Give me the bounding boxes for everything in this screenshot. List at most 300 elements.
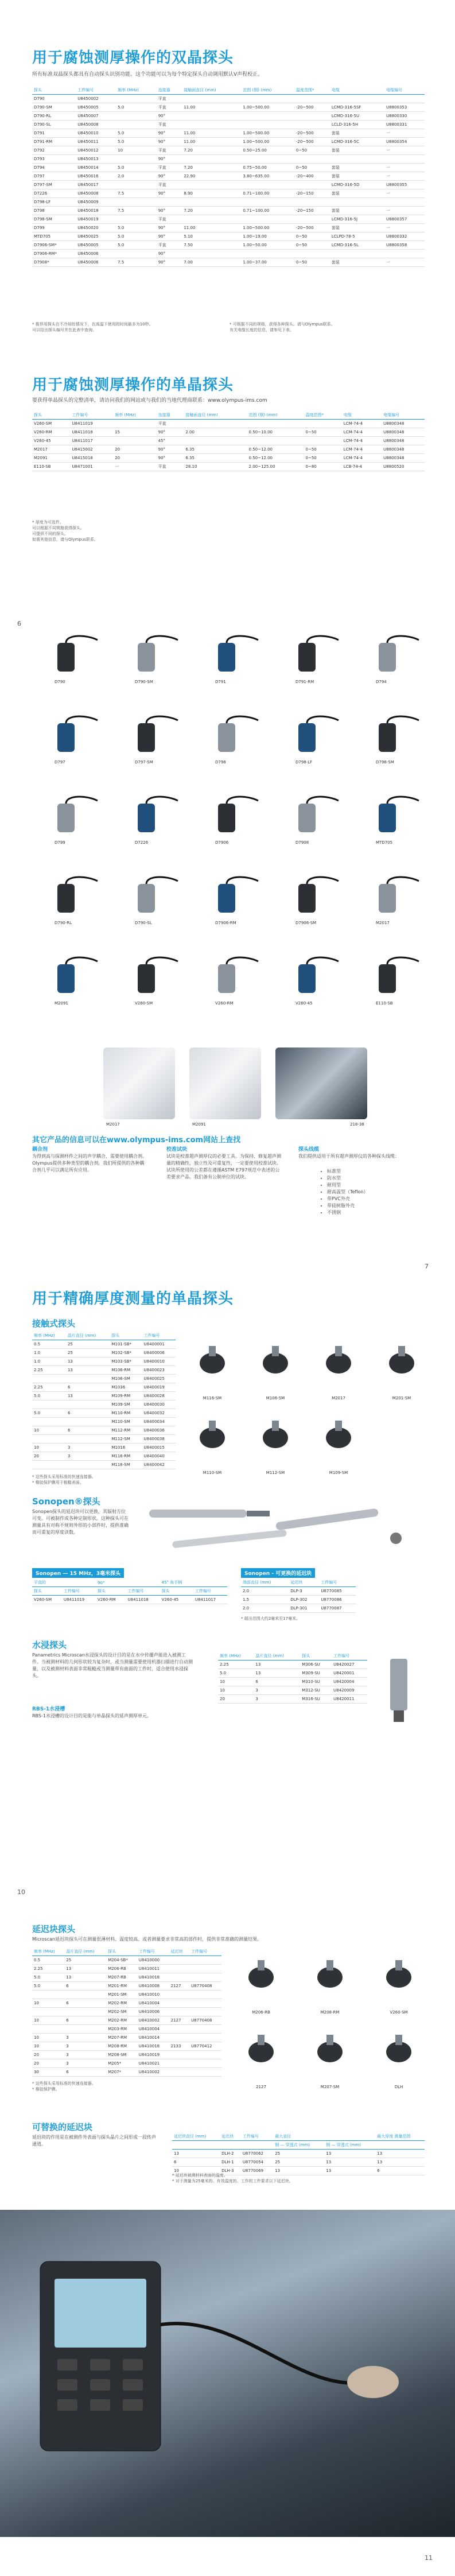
sonopen-pen-3 <box>172 1530 287 1549</box>
table-cell: 平直 <box>157 146 182 155</box>
column-header: 电缆编号 <box>384 86 425 95</box>
sonopen-bar-1: Sonopen — 15 MHz，3毫米探头 <box>32 1568 124 1578</box>
column-header: 晶片直径 (mm) <box>64 1947 106 1956</box>
sonopen-pens <box>138 1504 425 1558</box>
table-cell: 6.35 <box>184 454 247 463</box>
list-item: • 带硅树脂外壳 <box>327 1202 368 1209</box>
table-cell: 0.50~10.00 <box>247 428 304 437</box>
table-cell: U8410002 <box>137 2068 169 2077</box>
column-header: 接触面直径 (mm) <box>182 86 241 95</box>
table-cell <box>64 2008 106 2016</box>
table-cell: U8400032 <box>142 1409 176 1418</box>
sonopen-pen-1 <box>149 1510 270 1518</box>
column-header: 温度范围* <box>304 411 342 420</box>
table-cell: 6 <box>64 1982 106 1991</box>
table-cell: U8800348 <box>382 454 425 463</box>
table-row <box>32 121 425 129</box>
list-item: • 防水型 <box>327 1175 368 1182</box>
table-row <box>32 232 425 241</box>
table-cell: -20~500 <box>294 224 330 232</box>
table-row <box>32 1461 176 1469</box>
column-header <box>62 1578 96 1587</box>
immersion-probe-image <box>373 1653 430 1728</box>
table-cell: U8800354 <box>384 138 425 146</box>
table-cell: 3 <box>64 2051 106 2059</box>
table-cell <box>241 155 294 164</box>
single-probe-table <box>32 411 425 471</box>
table-row <box>32 164 425 172</box>
probe-image <box>34 792 109 861</box>
gauge-screen <box>55 2279 146 2348</box>
table-row <box>32 189 425 198</box>
table-cell: -20~400 <box>294 172 330 181</box>
probe-image <box>115 792 189 861</box>
table-cell: U8800348 <box>382 445 425 454</box>
probe-label: D790-SM <box>135 680 153 684</box>
table-cell <box>116 155 157 164</box>
list-item: • 不锈钢 <box>327 1209 368 1216</box>
probe-label: D7906-SM <box>295 921 317 925</box>
probe-label: D798-SM <box>376 760 394 765</box>
table-cell: 套装 <box>330 129 384 138</box>
table-row <box>32 2068 221 2077</box>
table-cell: 套装 <box>330 189 384 198</box>
table-row <box>32 207 425 215</box>
table-cell: 90° <box>157 224 182 232</box>
table-row <box>32 2042 221 2051</box>
table-cell: 6 <box>66 1426 110 1435</box>
probe-cable <box>66 636 98 643</box>
table-cell: LCMD-316-5J <box>330 215 384 224</box>
table-cell: M205* <box>106 2059 137 2068</box>
table-cell: 22.90 <box>182 172 241 181</box>
table-cell: 13 <box>64 1973 106 1982</box>
table-cell: M102-SB* <box>110 1349 142 1357</box>
probe-label: D798-LF <box>295 760 313 765</box>
table-cell <box>169 2008 190 2016</box>
dual-probe-table <box>32 86 425 267</box>
table-row <box>32 1965 221 1973</box>
table-cell: E110-SB <box>32 463 70 471</box>
table-cell: 5.10 <box>182 232 241 241</box>
table-cell <box>384 250 425 258</box>
table-cell: DLH-2 <box>220 2150 241 2158</box>
probe-image <box>195 872 270 941</box>
table-cell <box>189 1999 221 2008</box>
probe-cable <box>387 716 419 723</box>
probe-label: MTD705 <box>376 840 393 845</box>
sonopen-text: Sonopen探头的延迟块可以更换，其辐射方位可变。可被制作成各种定制形状。这种探头可在测量具有对称不规则外形的小部件时，提供准确而可重复的厚度读数。 <box>32 1509 129 1535</box>
table-cell: 13 <box>324 2150 375 2158</box>
table-cell: 0~50 <box>304 454 342 463</box>
table-cell: M106-RM <box>110 1366 142 1375</box>
table-cell: M208-RM <box>106 2042 137 2051</box>
table-cell: M1036 <box>110 1383 142 1392</box>
gauge-in-use-photo <box>0 2210 455 2537</box>
table-cell <box>330 198 384 207</box>
column-header: 连接器 <box>157 411 184 420</box>
table-cell <box>32 1400 66 1409</box>
table-row <box>32 103 425 112</box>
table-cell: 20 <box>113 445 156 454</box>
rbs-text: RBS-1水浸槽的设计目的是能与单晶探头的延声测厚单元。 <box>32 1713 151 1718</box>
probe-body <box>57 643 75 672</box>
table-cell: U8800331 <box>384 121 425 129</box>
table-row <box>32 1357 176 1366</box>
table-header-row <box>32 1947 221 1956</box>
table-cell: U8415018 <box>70 454 113 463</box>
probe-body <box>218 804 235 832</box>
note-line: * 这些探头采用标准的快速连接器。 <box>32 2081 96 2086</box>
table-cell: M101-SB* <box>110 1340 142 1349</box>
table-cell <box>66 1375 110 1383</box>
table-cell: M110-SM <box>110 1418 142 1426</box>
delay-tip-note: * 超出范围大约2毫米至17毫米。 <box>241 1616 301 1621</box>
column-header: 45° 角手柄 <box>160 1578 193 1587</box>
table-row <box>32 2008 221 2016</box>
column-subheader <box>375 2141 425 2150</box>
table-cell: 10 <box>32 1444 66 1452</box>
table-cell: 25 <box>66 1349 110 1357</box>
probe-label: V260-SM <box>135 1001 153 1006</box>
table-cell <box>66 1418 110 1426</box>
table-row <box>241 1604 356 1613</box>
table-cell <box>304 437 342 445</box>
column-header: 范围 (钢) (mm) <box>241 86 294 95</box>
contact-probes-title: 接触式探头 <box>32 1318 76 1329</box>
gauge-illustration <box>0 2210 455 2537</box>
table-cell: M116-SM <box>110 1461 142 1469</box>
table-cell: D7906-SM* <box>32 241 76 250</box>
table-cell <box>169 2034 190 2042</box>
table-cell <box>189 1973 221 1982</box>
table-cell: 13 <box>66 1392 110 1400</box>
table-cell: U8770069 <box>241 2167 273 2175</box>
table-cell: M309-SU <box>300 1669 332 1678</box>
table-cell <box>189 2034 221 2042</box>
probe-body <box>379 884 396 913</box>
table-row <box>32 1375 176 1383</box>
table-cell: 25 <box>66 1340 110 1349</box>
table-cell: -20~500 <box>294 103 330 112</box>
table-cell: 1.00~500.00 <box>241 129 294 138</box>
table-cell: D798-SM <box>32 215 76 224</box>
table-cell: U8400019 <box>142 1383 176 1392</box>
table-row <box>32 1340 176 1349</box>
probe-label: D799 <box>55 840 65 845</box>
table-cell <box>182 215 241 224</box>
table-cell: 90° <box>157 445 184 454</box>
table-cell: U8450009 <box>76 198 116 207</box>
table-cell: U8450025 <box>76 232 116 241</box>
table-cell: 5.0 <box>116 232 157 241</box>
column-header: 范围 (钢) (mm) <box>247 411 304 420</box>
table-cell <box>169 2051 190 2059</box>
table-cell: U8410006 <box>137 2008 169 2016</box>
table-row <box>32 437 425 445</box>
table-cell: M112-SM <box>110 1435 142 1444</box>
table-cell: 10 <box>218 1678 254 1686</box>
probe-label: M2017 <box>376 921 390 925</box>
table-cell: D797 <box>32 172 76 181</box>
probe-photo <box>298 2020 361 2089</box>
probe-cable <box>307 957 339 964</box>
table-cell: U8450002 <box>76 95 116 103</box>
table-cell: U8770085 <box>319 1587 356 1596</box>
table-cell: 7.5 <box>116 207 157 215</box>
probe-label: M2091 <box>55 1001 68 1006</box>
table-cell <box>189 2068 221 2077</box>
table-cell: V260-45 <box>160 1596 193 1604</box>
probe-image <box>34 631 109 700</box>
column-header <box>193 1578 227 1587</box>
table-row <box>32 1366 176 1375</box>
table-cell: U8450018 <box>76 207 116 215</box>
table-cell: 90° <box>157 138 182 146</box>
photo-caption: M110-SM <box>203 1471 222 1475</box>
probe-label: D7906-RM <box>215 921 236 925</box>
table-cell: U8471001 <box>70 463 113 471</box>
table-cell: 平直 <box>157 95 182 103</box>
table-cell: 3 <box>254 1695 300 1704</box>
table-cell: 13 <box>66 1366 110 1375</box>
note-line: * 可根据不同的规格，获得各种探头。请与Olympus联系。 <box>230 322 335 327</box>
probe-image <box>275 953 350 1022</box>
probe-image <box>115 712 189 781</box>
table-cell <box>294 121 330 129</box>
list-item: • 标准型 <box>327 1168 368 1175</box>
table-cell <box>247 420 304 428</box>
probe-image <box>195 953 270 1022</box>
table-cell: D7226 <box>32 189 76 198</box>
table-cell: V260-RM <box>96 1596 126 1604</box>
table-cell: 1.0 <box>32 1349 66 1357</box>
table-row <box>32 1418 176 1426</box>
table-cell: V260-SM <box>32 420 70 428</box>
table-cell: LCLPD-78-5 <box>330 232 384 241</box>
probe-label: D791 <box>215 680 226 684</box>
table-cell: U8450006 <box>76 258 116 267</box>
probe-label: D798 <box>215 760 226 765</box>
table-row <box>32 1956 221 1965</box>
table-cell: 3 <box>64 2059 106 2068</box>
table-cell <box>169 2059 190 2068</box>
table-row <box>218 1661 367 1669</box>
probe-body <box>218 964 235 993</box>
table-row <box>241 1587 356 1596</box>
table-cell: 1.00~500.00 <box>241 138 294 146</box>
table-cell: U8410021 <box>137 2059 169 2068</box>
table-cell: U8770062 <box>241 2150 273 2158</box>
table-cell: D798 <box>32 207 76 215</box>
column-header <box>126 1578 160 1587</box>
column-header <box>324 2132 375 2141</box>
page-1 <box>0 0 455 562</box>
table-cell: D799 <box>32 224 76 232</box>
table-cell: 30 <box>32 2068 64 2077</box>
note-line: * 延迟块被测材料表面的温度。 <box>172 2173 228 2178</box>
probe-cable <box>66 957 98 964</box>
table-cell <box>241 121 294 129</box>
column-subheader <box>241 2141 273 2150</box>
table-cell: 0.50~12.00 <box>247 454 304 463</box>
table-cell <box>189 1956 221 1965</box>
table-row <box>32 1982 221 1991</box>
table-cell: DLH-1 <box>220 2158 241 2167</box>
table-cell: 13 <box>324 2158 375 2167</box>
table-cell <box>247 437 304 445</box>
table-row <box>32 1349 176 1357</box>
table-cell: U8400036 <box>142 1426 176 1435</box>
table-cell <box>66 1435 110 1444</box>
probe-photo <box>298 1946 361 2015</box>
table-cell <box>64 1991 106 1999</box>
replaceable-delay-intro: 延迟块的作用是在被测件外表面与探头晶片之间形成一段传声通道。 <box>32 2135 156 2147</box>
table-cell: DLP-302 <box>289 1596 319 1604</box>
table-cell: M201-SM <box>106 1991 137 1999</box>
table-cell: 2.25 <box>218 1661 254 1669</box>
column-header: 延迟块 <box>289 1578 319 1587</box>
note-line: * 对于测量为25毫米的、有效温度的、工作的工件要求以下延迟块。 <box>172 2179 293 2183</box>
table-row <box>218 1695 367 1704</box>
table-cell: U8450014 <box>76 164 116 172</box>
table-cell: 6 <box>254 1678 300 1686</box>
sonopen-title: Sonopen®探头 <box>32 1496 100 1507</box>
table-cell: D798-LF <box>32 198 76 207</box>
photo-caption: M208-RM <box>320 2010 340 2015</box>
table-cell: U8770086 <box>319 1596 356 1604</box>
table-cell: U8415002 <box>70 445 113 454</box>
probe-cable <box>387 797 419 804</box>
table-cell: U8450017 <box>76 181 116 189</box>
table-cell: M312-SU <box>300 1686 332 1695</box>
page-number: 6 <box>17 620 21 627</box>
table-cell: 一 <box>384 207 425 215</box>
table-cell <box>294 95 330 103</box>
table-cell: 0.50~12.00 <box>247 445 304 454</box>
table-cell <box>32 1991 64 1999</box>
table-cell: U8800330 <box>384 112 425 121</box>
table-row <box>32 445 425 454</box>
probe-body <box>138 804 155 832</box>
cable-types-list <box>321 1168 368 1216</box>
table-cell <box>182 95 241 103</box>
probe-image <box>356 792 430 861</box>
table-row <box>32 155 425 164</box>
list-item: • 带PVC外壳 <box>327 1196 368 1202</box>
table-cell <box>169 2068 190 2077</box>
table-cell: U8420011 <box>332 1695 367 1704</box>
probe-cable <box>307 797 339 804</box>
table-cell: M207-RB <box>106 1973 137 1982</box>
probe-image <box>356 712 430 781</box>
probe-cable <box>146 957 178 964</box>
table-row <box>32 1452 176 1461</box>
table-row <box>32 1409 176 1418</box>
probe-cable <box>146 636 178 643</box>
table-cell: LCM-74-4 <box>342 454 382 463</box>
photo-caption: M2017 <box>106 1122 120 1127</box>
probe-image <box>195 712 270 781</box>
table-cell: 3 <box>66 1444 110 1452</box>
table-cell: M202-RM <box>106 1999 137 2008</box>
probe-label: V260-45 <box>295 1001 313 1006</box>
table-cell <box>304 420 342 428</box>
table-cell: M207* <box>106 2068 137 2077</box>
table-cell: 2.25 <box>32 1965 64 1973</box>
table-cell: U8400023 <box>142 1366 176 1375</box>
replaceable-delay-table <box>172 2132 425 2175</box>
probe-cable <box>66 797 98 804</box>
column-header: 工件编号 <box>241 2132 273 2141</box>
probe-label: D7908 <box>295 840 309 845</box>
probe-gallery <box>0 620 455 1045</box>
table-cell: 6 <box>66 1409 110 1418</box>
table-cell: U8450020 <box>76 224 116 232</box>
table-cell <box>32 1375 66 1383</box>
probe-body <box>379 964 396 993</box>
probe-photo <box>230 1946 293 2015</box>
table-cell: U8400040 <box>142 1452 176 1461</box>
table-cell: 平直 <box>157 420 184 428</box>
column-header: 工件编号 <box>332 1652 367 1661</box>
table-cell: U8450008 <box>76 121 116 129</box>
table-row <box>32 428 425 437</box>
column-header: 工件编号 <box>189 1947 221 1956</box>
table-row <box>32 224 425 232</box>
column-header: 频率 (MHz) <box>32 1332 66 1340</box>
table-cell: 5.0 <box>32 1982 64 1991</box>
probe-cable <box>66 877 98 884</box>
table-cell: 0~50 <box>304 428 342 437</box>
table-cell: 7.5 <box>116 258 157 267</box>
table-cell <box>189 2008 221 2016</box>
column-header: 延迟块直径 (mm) <box>172 2132 220 2141</box>
table-row <box>32 112 425 121</box>
column-header: 工件编号 <box>137 1947 169 1956</box>
note-line: 如需其他信息，请与Olympus联系。 <box>32 537 98 542</box>
table-cell: 0~50 <box>294 164 330 172</box>
table-cell: D791 <box>32 129 76 138</box>
probe-image <box>275 631 350 700</box>
table-row <box>32 1392 176 1400</box>
list-item: • 耐用型 <box>327 1182 368 1189</box>
table-cell <box>241 112 294 121</box>
delay-probe-photos <box>230 1946 436 2095</box>
table-cell: M316-SU <box>300 1695 332 1704</box>
table-cell: LCM-74-4 <box>342 445 382 454</box>
table-row <box>32 1999 221 2008</box>
table-cell <box>113 420 156 428</box>
probe-body <box>138 643 155 672</box>
table-cell: M116-RM <box>110 1452 142 1461</box>
table-cell: U8411018 <box>70 428 113 437</box>
table-cell: U8410011 <box>137 1965 169 1973</box>
list-item: • 耐高温型（Teflon） <box>327 1189 368 1196</box>
probe-label: D7906 <box>215 840 229 845</box>
table-cell <box>189 2059 221 2068</box>
table-cell: U8410018 <box>137 2042 169 2051</box>
table-cell: 7.20 <box>182 207 241 215</box>
table-cell: 0.75~50.00 <box>241 164 294 172</box>
probe-label: D791-RM <box>295 680 314 684</box>
probe-photo <box>310 1406 367 1475</box>
calibration-title: 校准试块 <box>166 1147 188 1153</box>
table-cell: 1.0 <box>32 1357 66 1366</box>
photo-caption: M106-SM <box>266 1396 285 1400</box>
table-cell: M1016 <box>110 1444 142 1452</box>
table-cell: 90° <box>157 129 182 138</box>
